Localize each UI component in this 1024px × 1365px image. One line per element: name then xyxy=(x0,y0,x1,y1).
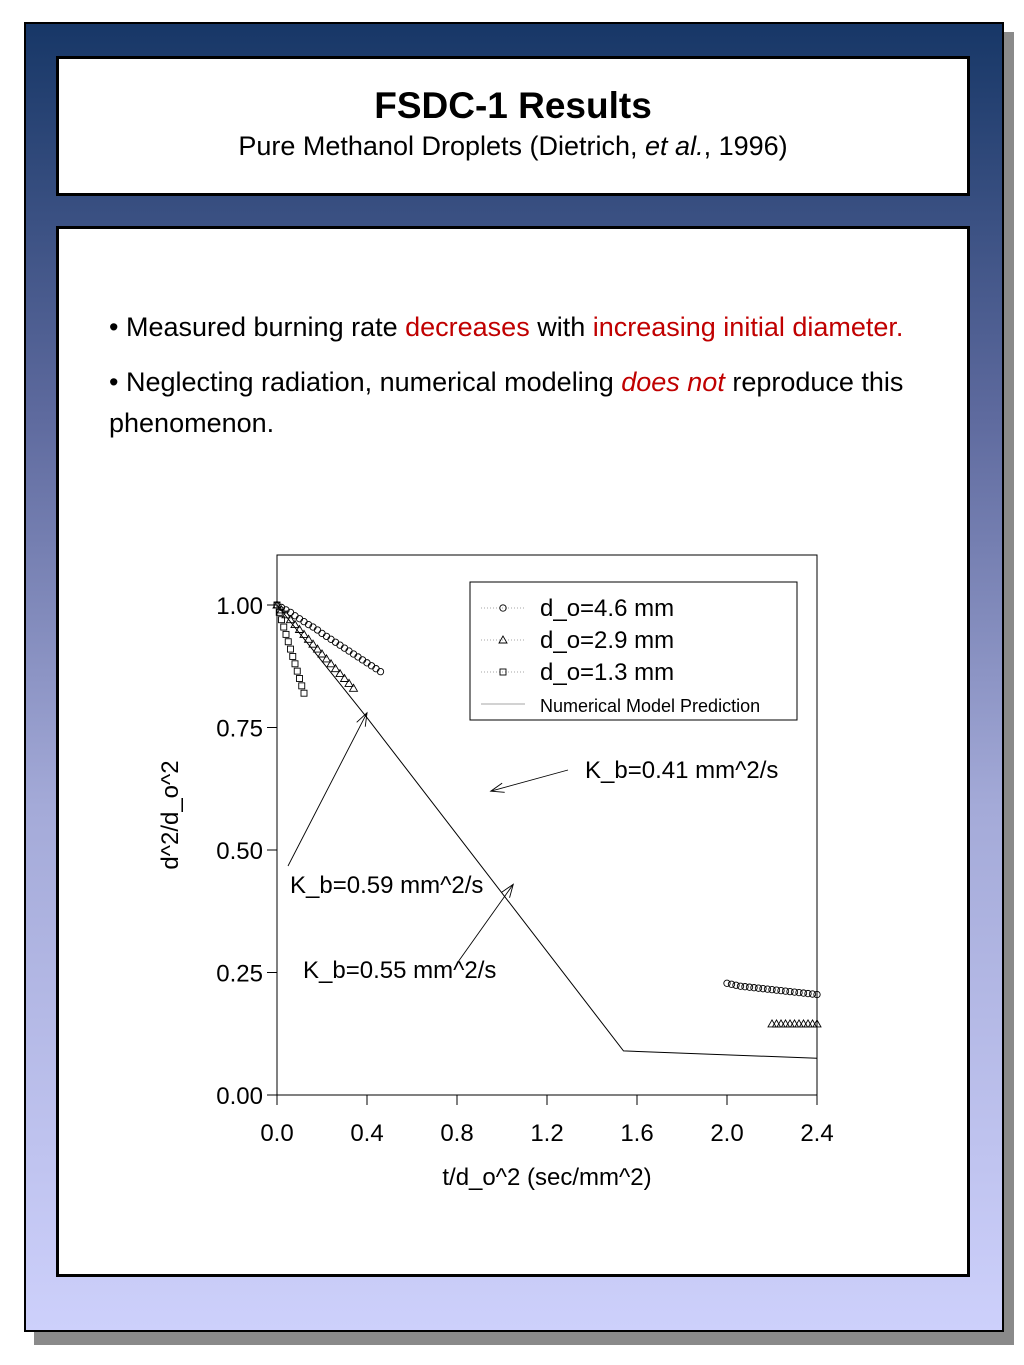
data-point xyxy=(285,639,291,645)
bullet-2-part-2: does not xyxy=(621,367,725,397)
x-tick-label: 1.6 xyxy=(620,1120,654,1147)
legend-label: Numerical Model Prediction xyxy=(540,696,761,716)
data-point xyxy=(294,668,300,674)
legend xyxy=(470,582,797,720)
data-point xyxy=(290,653,296,659)
data-point xyxy=(341,645,347,651)
data-point xyxy=(373,666,379,672)
data-point xyxy=(296,616,302,622)
data-point xyxy=(733,982,739,988)
data-point xyxy=(355,654,361,660)
data-point xyxy=(301,618,307,624)
data-point xyxy=(301,690,307,696)
data-point xyxy=(300,630,308,637)
data-point xyxy=(297,676,303,682)
subtitle-pre: Pure Methanol Droplets (Dietrich, xyxy=(238,131,646,161)
annotation-label: K_b=0.59 mm^2/s xyxy=(290,872,484,899)
data-point xyxy=(323,633,329,639)
legend-label: d_o=2.9 mm xyxy=(540,627,675,654)
data-point xyxy=(724,980,730,986)
y-tick-label: 1.00 xyxy=(216,593,263,620)
x-tick-label: 0.0 xyxy=(260,1120,294,1147)
x-tick-label: 0.8 xyxy=(440,1120,474,1147)
subtitle-post: , 1996) xyxy=(703,131,788,161)
bullet-1-part-3: with xyxy=(529,312,593,342)
annotation-3 xyxy=(303,884,513,984)
y-tick-label: 0.50 xyxy=(216,838,263,865)
data-point xyxy=(341,675,349,682)
subtitle-em: et al. xyxy=(645,131,704,161)
data-point xyxy=(350,684,358,691)
bullet-2-part-1: • Neglecting radiation, numerical modeling xyxy=(109,367,622,397)
bullet-1-part-4: increasing initial diameter. xyxy=(592,312,904,342)
data-point xyxy=(728,981,734,987)
annotation-label: K_b=0.55 mm^2/s xyxy=(303,957,497,984)
data-point xyxy=(368,663,374,669)
annotation-arrow xyxy=(288,713,367,866)
data-point xyxy=(318,650,326,657)
data-point xyxy=(314,645,322,652)
data-point xyxy=(292,661,298,667)
data-point xyxy=(332,639,338,645)
bullet-1-part-2: decreases xyxy=(405,312,530,342)
data-point xyxy=(346,648,352,654)
y-tick-label: 0.25 xyxy=(216,960,263,988)
annotation-arrow xyxy=(491,770,568,791)
x-tick-label: 0.4 xyxy=(350,1120,384,1147)
bullet-1-part-1: • Measured burning rate xyxy=(109,312,406,342)
data-point xyxy=(319,630,325,636)
y-tick-label: 0.00 xyxy=(216,1083,263,1110)
x-axis-label: t/d_o^2 (sec/mm^2) xyxy=(442,1164,652,1191)
data-point xyxy=(281,624,287,630)
legend-label: d_o=4.6 mm xyxy=(540,595,675,622)
annotation-1 xyxy=(491,757,779,792)
x-tick-label: 1.2 xyxy=(530,1120,564,1147)
data-point xyxy=(288,646,294,652)
slide-title: FSDC-1 Results xyxy=(374,85,652,126)
y-tick-label: 0.75 xyxy=(216,715,263,743)
data-point xyxy=(336,670,344,677)
data-point xyxy=(283,631,289,637)
data-point xyxy=(299,683,305,689)
data-point xyxy=(314,627,320,633)
data-point xyxy=(323,655,331,662)
y-axis-label: d^2/d_o^2 xyxy=(157,760,184,870)
legend-label: d_o=1.3 mm xyxy=(540,659,675,686)
data-point xyxy=(328,636,334,642)
x-tick-label: 2.4 xyxy=(800,1120,834,1147)
data-point xyxy=(377,668,383,674)
data-point xyxy=(350,651,356,657)
annotation-label: K_b=0.41 mm^2/s xyxy=(585,757,779,784)
bullet-2-part-3: reproduce this phenomenon. xyxy=(109,367,904,438)
annotation-2 xyxy=(288,713,483,899)
data-point xyxy=(337,642,343,648)
data-point xyxy=(359,657,365,663)
data-point xyxy=(364,660,370,666)
data-point xyxy=(345,679,353,686)
x-tick-label: 2.0 xyxy=(710,1120,744,1147)
data-point xyxy=(292,613,298,619)
data-point xyxy=(332,665,340,672)
data-point xyxy=(327,660,335,667)
